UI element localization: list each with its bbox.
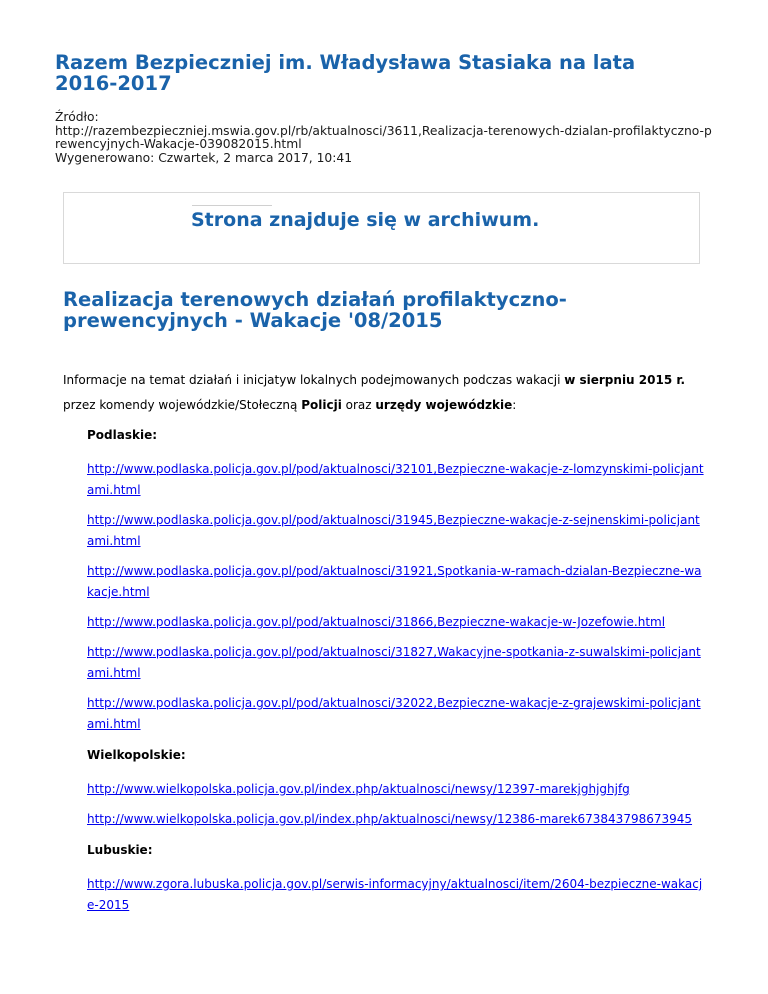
intro-text: :: [512, 398, 517, 412]
region-link[interactable]: http://www.podlaska.policja.gov.pl/pod/aktualnosci/32022,Bezpieczne-wakacje-z-grajewskimi-policjantami.html: [87, 696, 701, 731]
region-link[interactable]: http://www.podlaska.policja.gov.pl/pod/aktualnosci/31866,Bezpieczne-wakacje-w-Jozefowie.html: [87, 615, 666, 629]
region-heading-podlaskie: Podlaskie:: [87, 428, 158, 442]
archive-divider: [192, 205, 272, 206]
intro-bold-offices: urzędy wojewódzkie: [375, 398, 513, 412]
region-link[interactable]: http://www.podlaska.policja.gov.pl/pod/aktualnosci/32101,Bezpieczne-wakacje-z-lomzynskimi-policjantami.html: [87, 462, 704, 497]
source-block: [55, 111, 715, 166]
region-link[interactable]: http://www.wielkopolska.policja.gov.pl/index.php/aktualnosci/newsy/12386-marek673843798673945: [87, 812, 693, 826]
article-intro: [63, 368, 713, 418]
regions-list: [87, 424, 707, 925]
source-url: http://razembezpieczniej.mswia.gov.pl/rb/aktualnosci/3611,Realizacja-terenowych-dzialan-profilaktyczno-prewencyjnych-Wakacje-039082015.html: [55, 123, 712, 152]
source-label: Źródło:: [55, 110, 99, 124]
intro-text: przez komendy wojewódzkie/Stołeczną: [63, 398, 302, 412]
region-link[interactable]: http://www.wielkopolska.policja.gov.pl/index.php/aktualnosci/newsy/12397-marekjghjghjfg: [87, 782, 630, 796]
archive-notice: [63, 192, 700, 264]
archive-notice-text: Strona znajduje się w archiwum.: [191, 209, 540, 231]
region-link[interactable]: http://www.zgora.lubuska.policja.gov.pl/serwis-informacyjny/aktualnosci/item/2604-bezpieczne-wakacje-2015: [87, 877, 703, 912]
region-heading-lubuskie: Lubuskie:: [87, 843, 153, 857]
intro-bold-police: Policji: [301, 398, 342, 412]
intro-text: oraz: [341, 398, 376, 412]
generated-date: Wygenerowano: Czwartek, 2 marca 2017, 10:41: [55, 151, 353, 166]
region-link[interactable]: http://www.podlaska.policja.gov.pl/pod/aktualnosci/31945,Bezpieczne-wakacje-z-sejnenskimi-policjantami.html: [87, 513, 700, 548]
region-link[interactable]: http://www.podlaska.policja.gov.pl/pod/aktualnosci/31921,Spotkania-w-ramach-dzialan-Bezpieczne-wakacje.html: [87, 564, 702, 599]
region-heading-wielkopolskie: Wielkopolskie:: [87, 748, 186, 762]
article-title: Realizacja terenowych działań profilaktyczno-prewencyjnych - Wakacje '08/2015: [63, 288, 567, 332]
region-link[interactable]: http://www.podlaska.policja.gov.pl/pod/aktualnosci/31827,Wakacyjne-spotkania-z-suwalskimi-policjantami.html: [87, 645, 701, 680]
intro-bold-date: w sierpniu 2015 r.: [564, 373, 686, 387]
intro-text: Informacje na temat działań i inicjatyw lokalnych podejmowanych podczas wakacji: [63, 373, 565, 387]
site-title: Razem Bezpieczniej im. Władysława Stasiaka na lata 2016-2017: [55, 51, 636, 95]
